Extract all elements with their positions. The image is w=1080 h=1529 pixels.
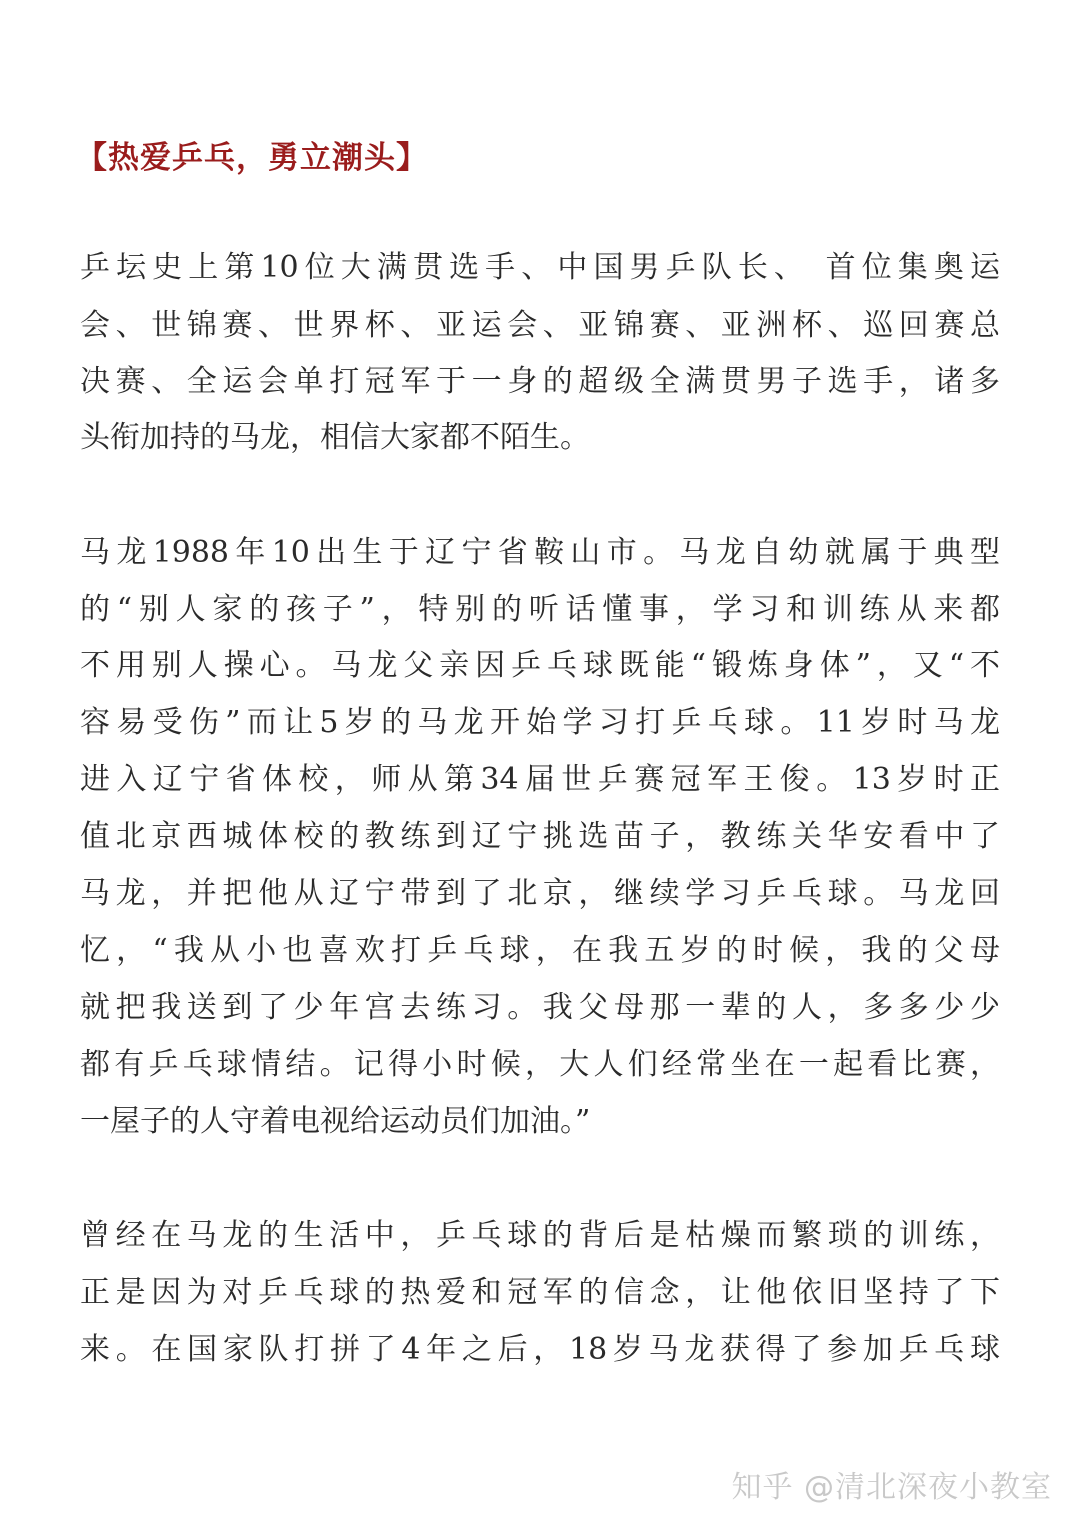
section-heading: 【热爱乒乓，勇立潮头】 [76,140,428,176]
text-line: 值北京西城体校的教练到辽宁挑选苗子，教练关华安看中了 [80,819,1000,854]
text-line: 忆，“我从小也喜欢打乒乓球，在我五岁的时候，我的父母 [80,933,1000,968]
text-line: 决赛、全运会单打冠军于一身的超级全满贯男子选手，诸多 [80,364,1000,399]
text-line: 的“别人家的孩子”，特别的听话懂事，学习和训练从来都 [80,592,1000,627]
text-line: 马龙1988年10出生于辽宁省鞍山市。马龙自幼就属于典型 [80,535,1000,570]
text-line: 一屋子的人守着电视给运动员们加油。” [80,1104,591,1139]
text-line: 容易受伤”而让5岁的马龙开始学习打乒乓球。11岁时马龙 [80,705,1000,740]
text-line: 都有乒乓球情结。记得小时候，大人们经常坐在一起看比赛， [80,1047,1000,1082]
text-line: 就把我送到了少年宫去练习。我父母那一辈的人，多多少少 [80,990,1000,1025]
source-watermark: 知乎 @清北深夜小教室 [731,1470,1052,1505]
text-line: 马龙，并把他从辽宁带到了北京，继续学习乒乓球。马龙回 [80,876,1000,911]
text-line: 曾经在马龙的生活中，乒乓球的背后是枯燥而繁琐的训练， [80,1218,1000,1253]
text-line: 会、世锦赛、世界杯、亚运会、亚锦赛、亚洲杯、巡回赛总 [80,308,1000,343]
text-line: 不用别人操心。马龙父亲因乒乓球既能“锻炼身体”，又“不 [80,648,1000,683]
text-line: 正是因为对乒乓球的热爱和冠军的信念，让他依旧坚持了下 [80,1275,1000,1310]
text-line: 进入辽宁省体校，师从第34届世乒赛冠军王俊。13岁时正 [80,762,1000,797]
text-line: 乒坛史上第10位大满贯选手、中国男乒队长、 首位集奥运 [80,250,1000,285]
text-line: 来。在国家队打拼了4年之后，18岁马龙获得了参加乒乓球 [80,1332,1000,1367]
text-line: 头衔加持的马龙，相信大家都不陌生。 [80,420,590,455]
